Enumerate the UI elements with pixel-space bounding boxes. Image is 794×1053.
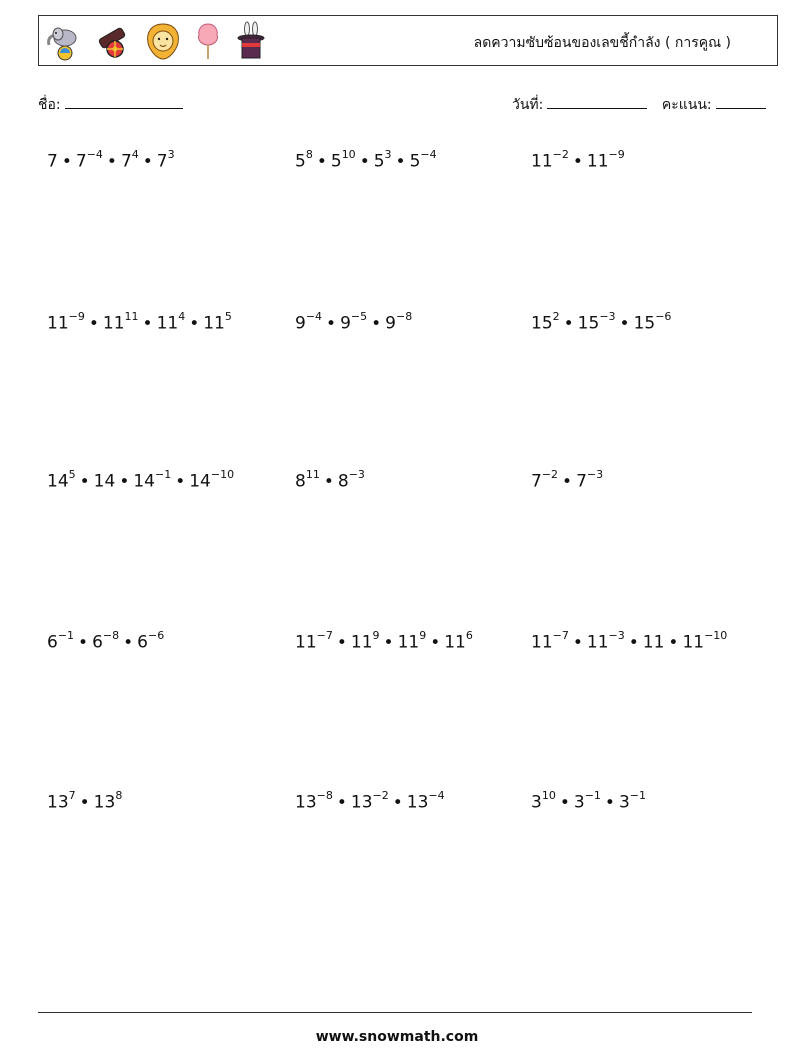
term-exponent: −8 [395, 310, 413, 323]
term-exponent: −1 [57, 629, 75, 642]
multiply-operator: • [123, 632, 134, 653]
multiply-operator: • [78, 632, 89, 653]
term-base: 14 [93, 471, 116, 492]
footer-url: www.snowmath.com [315, 1029, 479, 1045]
term-exponent: 5 [68, 468, 76, 481]
multiply-operator: • [79, 471, 90, 492]
term-exponent: 10 [341, 148, 356, 161]
multiply-operator: • [61, 151, 72, 172]
multiply-operator: • [79, 792, 90, 813]
term-exponent: 6 [465, 629, 473, 642]
multiply-operator: • [562, 471, 573, 492]
term-base: 9 [385, 313, 396, 334]
term-exponent: 4 [178, 310, 186, 323]
name-label: ชื่อ: [38, 97, 61, 113]
term-base: 13 [350, 792, 373, 813]
term-exponent: −4 [305, 310, 323, 323]
term-base: 15 [633, 313, 656, 334]
date-blank[interactable] [547, 94, 647, 109]
multiply-operator: • [119, 471, 130, 492]
term-exponent: 5 [224, 310, 232, 323]
name-blank[interactable] [65, 94, 183, 109]
multiply-operator: • [619, 313, 630, 334]
problem-6 [531, 312, 671, 334]
term-base: 11 [203, 313, 225, 334]
term-base: 8 [295, 471, 306, 492]
term-exponent: −4 [428, 789, 445, 802]
term-base: 6 [137, 632, 148, 653]
problem-1 [47, 150, 175, 172]
multiply-operator: • [395, 151, 406, 172]
problem-7 [47, 470, 234, 492]
term-base: 9 [340, 313, 351, 334]
term-base: 7 [576, 471, 587, 492]
cotton-candy-icon [193, 21, 223, 61]
term-exponent: 9 [372, 629, 380, 642]
problem-4 [47, 312, 232, 334]
term-base: 11 [397, 632, 420, 653]
multiply-operator: • [563, 313, 574, 334]
term-base: 14 [47, 471, 69, 492]
term-exponent: 3 [167, 148, 175, 161]
term-exponent: 2 [552, 310, 560, 323]
term-exponent: 7 [68, 789, 76, 802]
term-exponent: −4 [420, 148, 437, 161]
term-base: 11 [102, 313, 125, 334]
term-exponent: −2 [541, 468, 559, 481]
worksheet-header [38, 15, 778, 66]
problem-8 [295, 470, 365, 492]
term-exponent: −1 [584, 789, 601, 802]
term-base: 11 [586, 151, 609, 172]
multiply-operator: • [572, 151, 583, 172]
term-exponent: 8 [115, 789, 123, 802]
term-exponent: −8 [102, 629, 120, 642]
term-base: 11 [682, 632, 705, 653]
multiply-operator: • [106, 151, 117, 172]
date-label: วันที่: [512, 97, 544, 113]
worksheet-title: ลดความซับซ้อนของเลขชี้กำลัง ( การคูณ ) [473, 35, 731, 51]
score-label: คะแนน: [661, 97, 712, 113]
multiply-operator: • [336, 792, 347, 813]
term-exponent: −7 [316, 629, 333, 642]
term-base: 13 [47, 792, 69, 813]
term-exponent: −7 [552, 629, 569, 642]
term-base: 15 [531, 313, 553, 334]
term-exponent: −3 [586, 468, 604, 481]
term-base: 5 [409, 151, 421, 172]
term-exponent: 11 [124, 310, 139, 323]
term-base: 11 [531, 632, 553, 653]
term-base: 5 [295, 151, 306, 172]
term-exponent: −1 [154, 468, 172, 481]
multiply-operator: • [326, 313, 337, 334]
term-base: 11 [295, 632, 317, 653]
term-base: 7 [120, 151, 132, 172]
term-exponent: 4 [131, 148, 139, 161]
term-base: 5 [330, 151, 342, 172]
term-base: 5 [373, 151, 385, 172]
multiply-operator: • [668, 632, 679, 653]
term-base: 11 [642, 632, 665, 653]
term-base: 13 [93, 792, 116, 813]
term-exponent: −10 [704, 629, 728, 642]
problem-15 [531, 791, 646, 813]
multiply-operator: • [142, 313, 153, 334]
term-base: 7 [47, 151, 58, 172]
problem-14 [295, 791, 445, 813]
lion-icon [143, 21, 183, 61]
term-exponent: −6 [147, 629, 165, 642]
multiply-operator: • [628, 632, 639, 653]
multiply-operator: • [142, 151, 153, 172]
multiply-operator: • [383, 632, 394, 653]
term-base: 11 [47, 313, 69, 334]
multiply-operator: • [323, 471, 334, 492]
problem-13 [47, 791, 122, 813]
term-exponent: −3 [599, 310, 616, 323]
problem-5 [295, 312, 412, 334]
term-base: 11 [444, 632, 466, 653]
term-exponent: −1 [629, 789, 646, 802]
term-exponent: −8 [316, 789, 333, 802]
term-exponent: −4 [86, 148, 103, 161]
term-base: 7 [531, 471, 542, 492]
term-base: 15 [577, 313, 600, 334]
term-exponent: −6 [655, 310, 672, 323]
problem-3 [531, 150, 625, 172]
term-exponent: −3 [348, 468, 365, 481]
term-base: 3 [573, 792, 585, 813]
term-base: 11 [586, 632, 609, 653]
term-base: 6 [47, 632, 58, 653]
multiply-operator: • [604, 792, 615, 813]
term-base: 8 [337, 471, 349, 492]
multiply-operator: • [371, 313, 382, 334]
multiply-operator: • [316, 151, 327, 172]
term-exponent: −9 [608, 148, 625, 161]
header-icons [43, 20, 269, 62]
term-base: 11 [350, 632, 373, 653]
term-base: 14 [133, 471, 155, 492]
term-exponent: 8 [305, 148, 313, 161]
multiply-operator: • [359, 151, 370, 172]
elephant-on-ball-icon [43, 21, 83, 61]
term-exponent: −9 [68, 310, 85, 323]
term-base: 3 [531, 792, 542, 813]
multiply-operator: • [189, 313, 200, 334]
multiply-operator: • [336, 632, 347, 653]
multiply-operator: • [175, 471, 186, 492]
term-exponent: −10 [210, 468, 235, 481]
term-exponent: −2 [372, 789, 389, 802]
term-base: 13 [406, 792, 429, 813]
term-base: 9 [295, 313, 306, 334]
term-base: 13 [295, 792, 317, 813]
problem-2 [295, 150, 437, 172]
date-score-field [512, 94, 766, 116]
term-base: 6 [92, 632, 103, 653]
term-exponent: −5 [350, 310, 368, 323]
problem-9 [531, 470, 603, 492]
multiply-operator: • [392, 792, 403, 813]
problem-10 [47, 631, 164, 653]
term-base: 7 [75, 151, 87, 172]
term-base: 7 [156, 151, 168, 172]
term-base: 11 [531, 151, 553, 172]
multiply-operator: • [430, 632, 441, 653]
term-base: 14 [189, 471, 211, 492]
score-blank[interactable] [716, 94, 766, 109]
multiply-operator: • [572, 632, 583, 653]
problem-11 [295, 631, 473, 653]
term-base: 3 [618, 792, 630, 813]
term-exponent: 9 [419, 629, 427, 642]
footer-divider [38, 1012, 752, 1013]
circus-cannon-icon [93, 21, 133, 61]
term-exponent: 10 [541, 789, 556, 802]
term-exponent: 11 [305, 468, 320, 481]
name-field [38, 94, 183, 116]
term-exponent: 3 [384, 148, 392, 161]
magic-hat-rabbit-icon [233, 21, 269, 61]
multiply-operator: • [559, 792, 570, 813]
term-base: 11 [156, 313, 179, 334]
problem-12 [531, 631, 727, 653]
multiply-operator: • [88, 313, 99, 334]
term-exponent: −3 [608, 629, 625, 642]
term-exponent: −2 [552, 148, 569, 161]
